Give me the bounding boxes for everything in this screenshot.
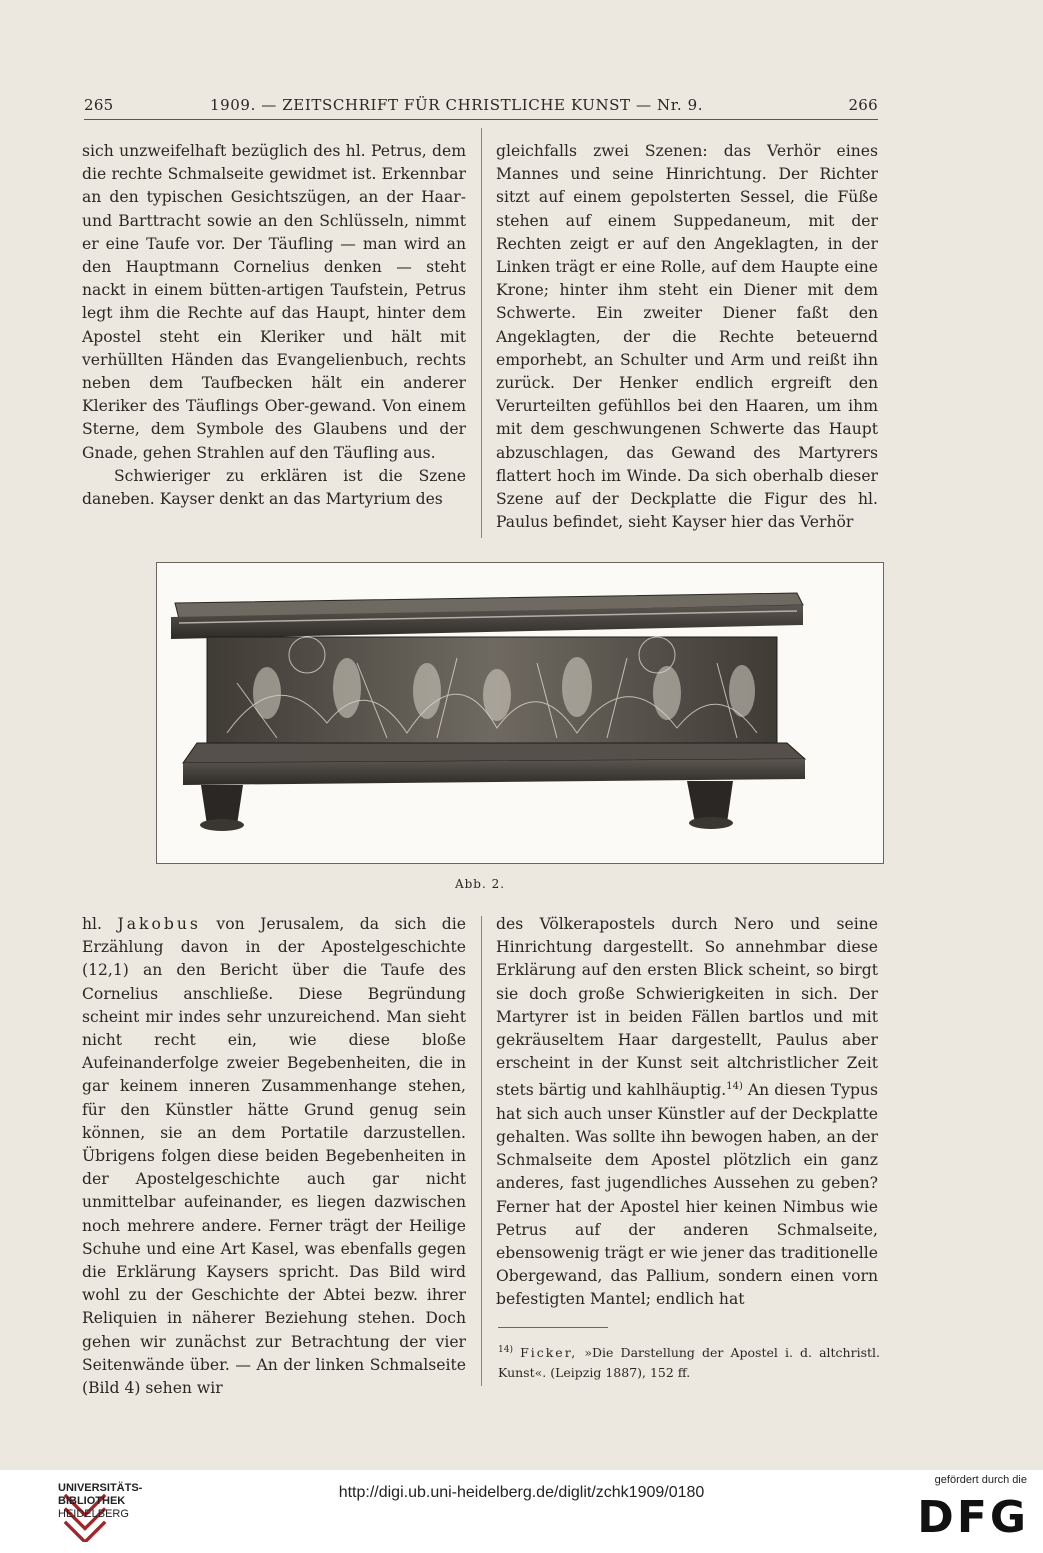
figure-portable-altar-photo — [156, 562, 884, 864]
page-number-right: 266 — [848, 96, 878, 114]
library-line-1: UNIVERSITÄTS- — [58, 1482, 143, 1494]
journal-title: 1909. — ZEITSCHRIFT FÜR CHRISTLICHE KUNST — Nr. 9. — [210, 96, 704, 114]
paragraph — [496, 913, 878, 1312]
column-divider-upper — [481, 128, 482, 538]
paragraph — [82, 913, 466, 1400]
lower-right-column — [496, 913, 878, 1312]
funding-note: gefördert durch die — [934, 1474, 1027, 1486]
saint-name: Jakobus — [117, 915, 201, 933]
library-line-3: HEIDELBERG — [58, 1508, 129, 1520]
dfg-logo[interactable]: DFG — [917, 1492, 1029, 1543]
paragraph: Schwieriger zu erklären ist die Szene daneben. Kayser denkt an das Martyrium des — [82, 466, 466, 509]
paragraph-part: des Völkerapostels durch Nero und seine Hinrichtung dargestellt. So annehmbar diese Erklärung auf den ersten Blick scheint, so birgt sie doch große Schwierigkeiten in sich. Der Martyrer ist in beiden Fällen bartlos und mit gekräuseltem Haar dargestellt, Paulus aber erscheint in der Kunst seit altchristlicher Zeit stets bärtig und kahlhäuptig. — [496, 915, 878, 1100]
figure-caption: Abb. 2. — [454, 877, 506, 891]
column-divider-lower — [481, 916, 482, 1386]
paragraph: gleichfalls zwei Szenen: das Verhör eines Mannes und seine Hinrichtung. Der Richter sitzt auf einem gepolsterten Sessel, die Füße stehen auf einem Suppedaneum, mit der Rechten zeigt er auf den Angeklagten, in der Linken trägt er eine Rolle, auf dem Haupte eine Krone; hinter ihm steht ein Diener mit dem Schwerte. Ein zweiter Diener faßt den Angeklagten, der die Rechte beteuernd emporhebt, an Schulter und Arm und reißt ihn zurück. Der Henker endlich ergreift den Verurteilten gefühllos bei den Haaren, um ihm mit dem geschwungenen Schwerte das Haupt abzuschlagen, das Gewand des Martyrers flattert hoch im Winde. Da sich oberhalb dieser Szene auf der Deckplatte die Figur des hl. Paulus befindet, sieht Kayser hier das Verhör — [496, 142, 878, 532]
permalink-url[interactable]: http://digi.ub.uni-heidelberg.de/diglit/zchk1909/0180 — [338, 1484, 705, 1501]
lower-left-column — [82, 913, 466, 1400]
viewer-footer — [0, 1470, 1043, 1553]
text-start: hl. — [82, 915, 102, 933]
footnote-author: Ficker, — [520, 1345, 578, 1361]
paragraph-part: An diesen Typus hat sich auch unser Künstler auf der Deckplatte gehalten. Was sollte ihn bewogen haben, an der Schmalseite dem Apostel plötzlich ein ganz anderes, fast jugendliches Aussehen zu geben? Ferner hat der Apostel hier keinen Nimbus wie Petrus auf der anderen Schmalseite, ebensowenig trägt er wie jener das traditionelle Obergewand, das Pallium, sondern einen vorn befestigten Mantel; endlich hat — [496, 1081, 878, 1309]
footnote-rule — [498, 1327, 608, 1328]
upper-right-column — [496, 140, 878, 534]
altar-illustration — [157, 563, 883, 863]
library-line-2: BIBLIOTHEK — [58, 1495, 126, 1507]
footnote-marker[interactable]: 14) — [726, 1081, 743, 1093]
paragraph: sich unzweifelhaft bezüglich des hl. Petrus, dem die rechte Schmalseite gewidmet ist. Erkennbar an den typischen Gesichtszügen, an der Haar- und Barttracht sowie an den Schlüsseln, nimmt er eine Taufe vor. Der Täufling — man wird an den Hauptmann Cornelius denken — steht nackt in einem bütten-artigen Taufstein, Petrus legt ihm die Rechte auf das Haupt, hinter dem Apostel steht ein Kleriker und hält mit verhüllten Händen das Evangelienbuch, rechts neben dem Taufbecken hält ein anderer Kleriker des Täuflings Ober-gewand. Von einem Sterne, dem Symbole des Glaubens und der Gnade, gehen Strahlen auf den Täufling aus. — [82, 142, 466, 462]
upper-left-column — [82, 140, 466, 511]
footnote-text: »Die Darstellung der Apostel i. d. altchristl. Kunst«. (Leipzig 1887), 152 ff. — [498, 1345, 880, 1381]
page-number-left: 265 — [84, 96, 114, 114]
footnote-number: 14) — [498, 1345, 513, 1355]
running-header — [84, 96, 878, 120]
header-rule — [84, 119, 878, 120]
paragraph-body: von Jerusalem, da sich die Erzählung davon in der Apostelgeschichte (12,1) an den Bericht über die Taufe des Cornelius anschließe. Diese Begründung scheint mir indes sehr unzureichend. Man sieht nicht recht ein, wie diese bloße Aufeinanderfolge zweier Begebenheiten, die in gar keinem inneren Zusammenhange stehen, für den Künstler hätte Grund genug sein können, sie an dem Portatile darzustellen. Übrigens folgen diese beiden Begebenheiten in der Apostelgeschichte auch gar nicht unmittelbar aufeinander, es liegen dazwischen noch mehrere andere. Ferner trägt der Heilige Schuhe und eine Art Kasel, was ebenfalls gegen die Erklärung Kaysers spricht. Das Bild wird wohl zu der Geschichte der Abtei bezw. ihrer Reliquien in näherer Beziehung stehen. Doch gehen wir zunächst zur Betrachtung der vier Seitenwände über. — An der linken Schmalseite (Bild 4) sehen wir — [82, 915, 466, 1398]
footnote — [498, 1340, 880, 1383]
